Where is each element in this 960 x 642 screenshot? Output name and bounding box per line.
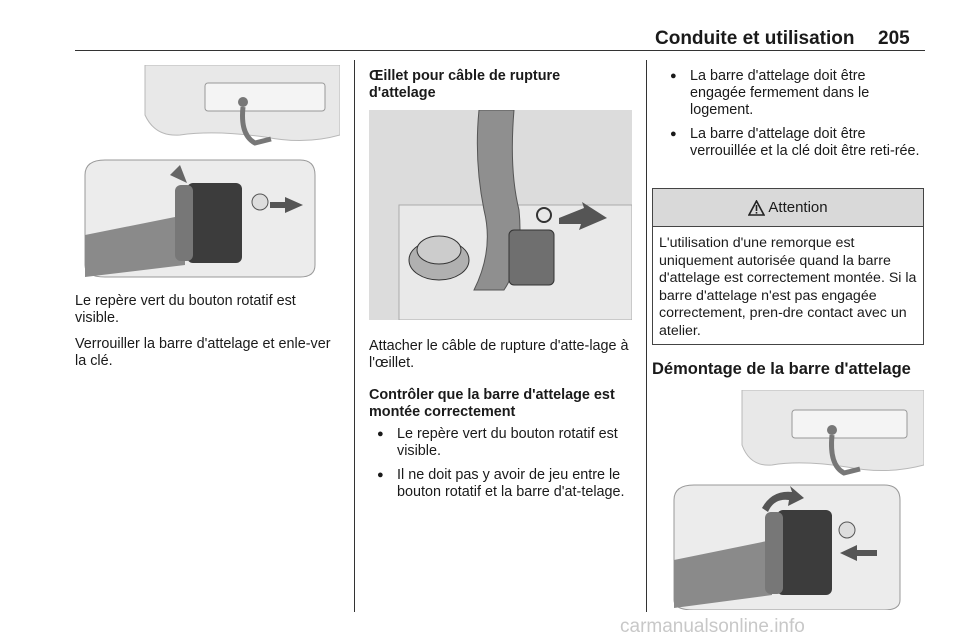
page-number: 205 [878,28,910,49]
list-item: ● La barre d'attelage doit être engagée fermement dans le logement. [662,68,924,119]
header-rule [75,50,925,51]
towbar-lock-illustration [75,65,340,280]
warning-title: Attention [768,199,828,216]
warning-box [652,188,924,345]
watermark: carmanualsonline.info [620,616,805,637]
col1-paragraph-2: Verrouiller la barre d'attelage et enle-ver la clé. [75,336,331,369]
col3-subheading: Démontage de la barre d'attelage [652,360,911,378]
page-header-title: Conduite et utilisation [655,28,855,49]
col2-paragraph-1: Attacher le câble de rupture d'atte-lage à l'œillet. [369,338,629,371]
col2-bullet-list [369,426,637,508]
column-divider-1 [354,60,355,612]
column-divider-2 [646,60,647,612]
warning-header [653,189,923,227]
breakaway-eyelet-illustration [369,110,632,320]
col3-bullet-list [662,68,924,167]
warning-body: L'utilisation d'une remorque est uniquement autorisée quand la barre d'attelage est correctement montée. Si la barre d'attelage n'est pas engagée correctement, pren-dre contact avec un atelier. [659,235,917,339]
col2-check-heading: Contrôler que la barre d'attelage est montée correctement [369,387,615,420]
warning-triangle-icon [748,200,765,216]
list-item: ● Le repère vert du bouton rotatif est visible. [369,426,637,460]
towbar-removal-illustration [662,390,924,610]
list-item: ● Il ne doit pas y avoir de jeu entre le bouton rotatif et la barre d'at-telage. [369,467,637,501]
col2-heading: Œillet pour câble de rupture d'attelage [369,68,561,101]
col1-paragraph-1: Le repère vert du bouton rotatif est visible. [75,293,296,326]
list-item: ● La barre d'attelage doit être verrouillée et la clé doit être reti-rée. [662,126,924,160]
